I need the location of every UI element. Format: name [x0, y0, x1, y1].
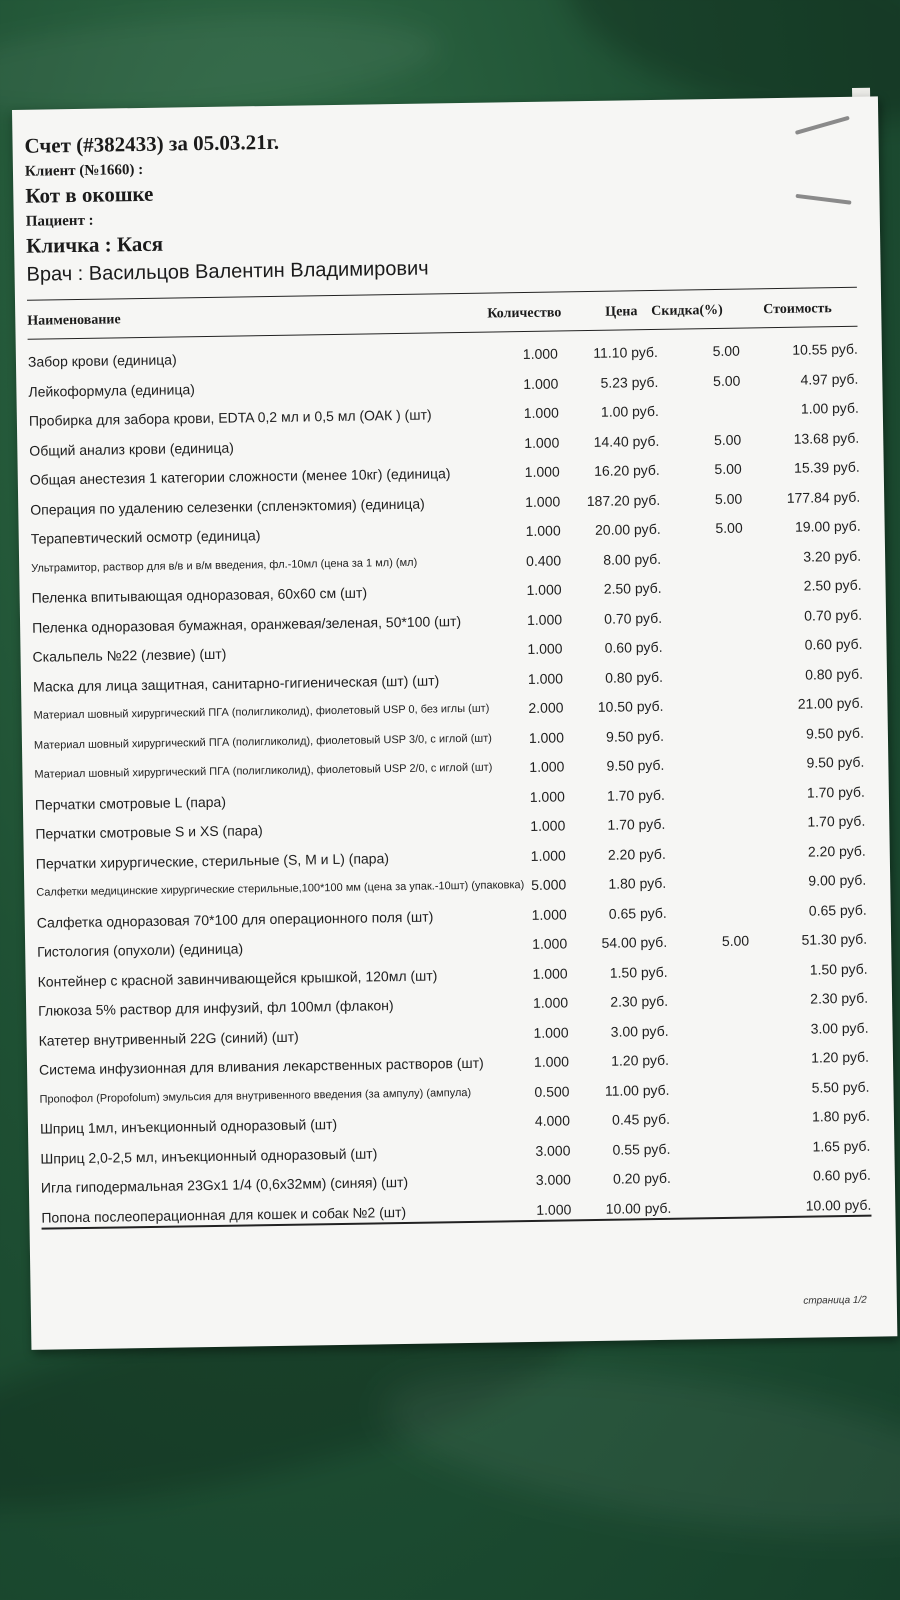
item-qty: 1.000	[529, 787, 565, 805]
item-cost: 19.00 руб.	[794, 517, 861, 535]
item-price: 1.20 руб.	[611, 1051, 670, 1069]
item-price: 1.70 руб.	[607, 815, 666, 833]
item-qty: 1.000	[530, 817, 566, 834]
item-discount: 5.00	[714, 460, 742, 478]
column-header-cost: Стоимость	[763, 301, 832, 318]
item-qty: 1.000	[524, 463, 560, 480]
item-price: 11.00 руб.	[604, 1081, 670, 1099]
item-price: 187.20 руб.	[586, 491, 661, 509]
item-price: 2.20 руб.	[607, 845, 666, 863]
item-name: Игла гиподермальная 23Gx1 1/4 (0,6x32мм) (синяя) (шт)	[40, 1173, 409, 1196]
pet-name: Кличка : Кася	[25, 231, 164, 258]
item-discount: 5.00	[712, 342, 740, 360]
item-name: Система инфузионная для вливания лекарственных растворов (шт)	[38, 1054, 484, 1078]
column-header-price: Цена	[605, 304, 638, 320]
item-price: 0.80 руб.	[605, 668, 664, 686]
client-label: Клиент (№1660) :	[24, 161, 144, 180]
item-cost: 1.70 руб.	[806, 783, 865, 801]
item-cost: 21.00 руб.	[797, 694, 864, 712]
item-name: Салфетка одноразовая 70*100 для операционного поля (шт)	[36, 907, 434, 931]
item-price: 1.50 руб.	[609, 963, 668, 981]
item-qty: 1.000	[533, 1023, 569, 1041]
item-price: 20.00 руб.	[594, 520, 661, 538]
item-name: Скальпель №22 (лезвие) (шт)	[32, 645, 227, 665]
item-qty: 1.000	[525, 492, 561, 510]
item-name: Общий анализ крови (единица)	[29, 439, 235, 459]
item-cost: 177.84 руб.	[786, 488, 861, 506]
item-qty: 3.000	[535, 1171, 571, 1188]
item-price: 14.40 руб.	[593, 432, 660, 450]
item-cost: 1.80 руб.	[811, 1107, 871, 1125]
item-qty: 1.000	[530, 846, 566, 864]
item-price: 5.23 руб.	[600, 373, 659, 391]
item-cost: 9.00 руб.	[808, 871, 867, 889]
client-name: Кот в окошке	[25, 181, 154, 208]
item-name: Салфетки медицинские хирургические стерильные,100*100 мм (цена за упак.-10шт) (упаковка)	[36, 879, 525, 899]
doctor-name: Врач : Васильцов Валентин Владимирович	[26, 257, 429, 286]
item-qty: 0.500	[534, 1082, 570, 1100]
item-qty: 1.000	[527, 640, 563, 657]
item-discount: 5.00	[721, 932, 750, 949]
item-price: 1.00 руб.	[600, 402, 659, 420]
column-header-qty: Количество	[487, 305, 562, 322]
item-cost: 2.50 руб.	[803, 576, 862, 594]
item-qty: 1.000	[533, 1053, 570, 1070]
item-name: Пропофол (Propofolum) эмульсия для внутривенного введения (за ампулу) (ампула)	[39, 1086, 472, 1106]
item-qty: 1.000	[523, 374, 559, 392]
item-qty: 1.000	[536, 1200, 572, 1218]
item-name: Пеленка одноразовая бумажная, оранжевая/зеленая, 50*100 (шт)	[32, 612, 462, 636]
item-cost: 3.00 руб.	[810, 1019, 869, 1037]
fabric-fold	[373, 1338, 900, 1563]
page-number: страница 1/2	[803, 1294, 867, 1307]
item-qty: 1.000	[528, 728, 565, 746]
item-qty: 1.000	[527, 669, 564, 687]
item-price: 54.00 руб.	[601, 933, 668, 951]
item-qty: 5.000	[531, 876, 567, 893]
item-cost: 3.20 руб.	[803, 547, 862, 565]
item-qty: 1.000	[529, 758, 565, 775]
item-name: Гистология (опухоли) (единица)	[37, 940, 244, 960]
item-name: Перчатки смотровые S и XS (пара)	[35, 822, 263, 842]
table-top-rule	[27, 287, 857, 301]
item-cost: 0.80 руб.	[804, 665, 864, 683]
item-cost: 0.60 руб.	[812, 1166, 871, 1184]
item-price: 8.00 руб.	[603, 550, 662, 568]
item-price: 16.20 руб.	[593, 461, 660, 479]
item-qty: 1.000	[526, 581, 562, 598]
invoice-sheet	[12, 96, 897, 1349]
item-name: Лейкоформула (единица)	[28, 380, 195, 400]
item-cost: 5.50 руб.	[811, 1078, 870, 1096]
item-qty: 0.400	[525, 551, 562, 569]
item-price: 10.00 руб.	[605, 1199, 672, 1217]
item-name: Перчатки смотровые L (пара)	[34, 793, 227, 813]
item-discount: 5.00	[715, 519, 743, 537]
item-price: 3.00 руб.	[610, 1022, 669, 1040]
item-qty: 1.000	[525, 522, 561, 539]
item-name: Забор крови (единица)	[27, 351, 177, 370]
item-name: Маска для лица защитная, санитарно-гигиеническая (шт) (шт)	[32, 671, 440, 695]
item-name: Шприц 1мл, инъекционный одноразовый (шт)	[39, 1116, 338, 1137]
item-cost: 0.60 руб.	[804, 635, 863, 653]
item-qty: 3.000	[535, 1141, 571, 1159]
item-qty: 1.000	[524, 433, 560, 451]
invoice-items	[28, 335, 872, 1233]
item-name: Общая анестезия 1 категории сложности (менее 10кг) (единица)	[29, 465, 451, 488]
item-cost: 1.00 руб.	[800, 399, 859, 417]
item-discount: 5.00	[712, 372, 741, 389]
item-name: Терапевтический осмотр (единица)	[30, 527, 261, 547]
item-price: 0.45 руб.	[611, 1110, 671, 1128]
item-price: 10.50 руб.	[597, 697, 664, 715]
item-name: Пробирка для забора крови, EDTA 0,2 мл и 0,5 мл (ОАК ) (шт)	[28, 406, 432, 429]
item-price: 0.65 руб.	[608, 904, 667, 922]
item-cost: 9.50 руб.	[805, 724, 865, 742]
item-price: 2.30 руб.	[610, 992, 669, 1010]
item-cost: 51.30 руб.	[801, 930, 868, 948]
item-price: 1.80 руб.	[608, 874, 667, 892]
item-name: Контейнер с красной завинчивающейся крышкой, 120мл (шт)	[37, 966, 438, 990]
item-qty: 1.000	[532, 994, 569, 1011]
item-qty: 1.000	[531, 905, 567, 923]
item-cost: 0.65 руб.	[808, 901, 867, 919]
item-discount: 5.00	[713, 431, 742, 448]
item-cost: 2.20 руб.	[807, 842, 866, 860]
item-qty: 1.000	[522, 345, 559, 363]
item-price: 9.50 руб.	[606, 756, 665, 774]
item-cost: 0.70 руб.	[804, 606, 863, 624]
column-header-name: Наименование	[27, 312, 121, 329]
item-name: Шприц 2,0-2,5 мл, инъекционный одноразовый (шт)	[40, 1144, 378, 1167]
invoice-title: Счет (#382433) за 05.03.21г.	[24, 129, 280, 158]
patient-label: Пациент :	[25, 212, 94, 230]
item-name: Ультрамитор, раствор для в/в и в/м введения, фл.-10мл (цена за 1 мл) (мл)	[31, 556, 418, 575]
item-name: Катетер внутривенный 22G (синий) (шт)	[38, 1028, 299, 1049]
item-qty: 1.000	[532, 964, 568, 982]
item-price: 9.50 руб.	[605, 727, 665, 745]
item-cost: 15.39 руб.	[793, 458, 860, 476]
item-cost: 1.20 руб.	[811, 1048, 870, 1066]
item-name: Перчатки хирургические, стерильные (S, M и L) (пара)	[35, 849, 390, 872]
item-qty: 1.000	[526, 610, 563, 628]
item-cost: 10.00 руб.	[805, 1196, 872, 1214]
item-qty: 1.000	[531, 935, 568, 952]
staple-icon	[795, 194, 851, 205]
item-name: Попона послеоперационная для кошек и собак №2 (шт)	[41, 1203, 407, 1226]
item-discount: 5.00	[714, 490, 743, 507]
item-qty: 1.000	[523, 404, 559, 421]
staple-icon	[795, 116, 850, 135]
item-cost: 2.30 руб.	[810, 989, 869, 1007]
item-cost: 10.55 руб.	[792, 340, 858, 358]
item-name: Операция по удалению селезенки (спленэктомия) (единица)	[30, 495, 425, 518]
item-cost: 1.50 руб.	[809, 960, 868, 978]
item-cost: 9.50 руб.	[806, 753, 865, 771]
item-price: 0.55 руб.	[612, 1140, 671, 1158]
item-price: 1.70 руб.	[606, 786, 665, 804]
item-qty: 4.000	[534, 1112, 571, 1129]
column-header-discount: Скидка(%)	[651, 302, 723, 319]
item-price: 2.50 руб.	[603, 579, 662, 597]
item-name: Материал шовный хирургический ПГА (полигликолид), фиолетовый USP 3/0, с иглой (шт)	[33, 732, 492, 752]
item-price: 0.20 руб.	[612, 1169, 671, 1187]
item-cost: 1.70 руб.	[807, 812, 866, 830]
item-price: 11.10 руб.	[593, 343, 659, 361]
item-cost: 1.65 руб.	[812, 1137, 871, 1155]
item-cost: 4.97 руб.	[800, 370, 859, 388]
item-name: Материал шовный хирургический ПГА (полигликолид), фиолетовый USP 0, без иглы (шт)	[33, 702, 490, 722]
item-price: 0.60 руб.	[604, 638, 663, 656]
item-qty: 2.000	[528, 699, 564, 716]
item-name: Пеленка впитывающая одноразовая, 60х60 см (шт)	[31, 584, 368, 606]
item-name: Глюкоза 5% раствор для инфузий, фл 100мл (флакон)	[38, 997, 394, 1019]
item-name: Материал шовный хирургический ПГА (полигликолид), фиолетовый USP 2/0, с иглой (шт)	[34, 761, 493, 781]
item-cost: 13.68 руб.	[793, 429, 860, 447]
item-price: 0.70 руб.	[604, 609, 663, 627]
